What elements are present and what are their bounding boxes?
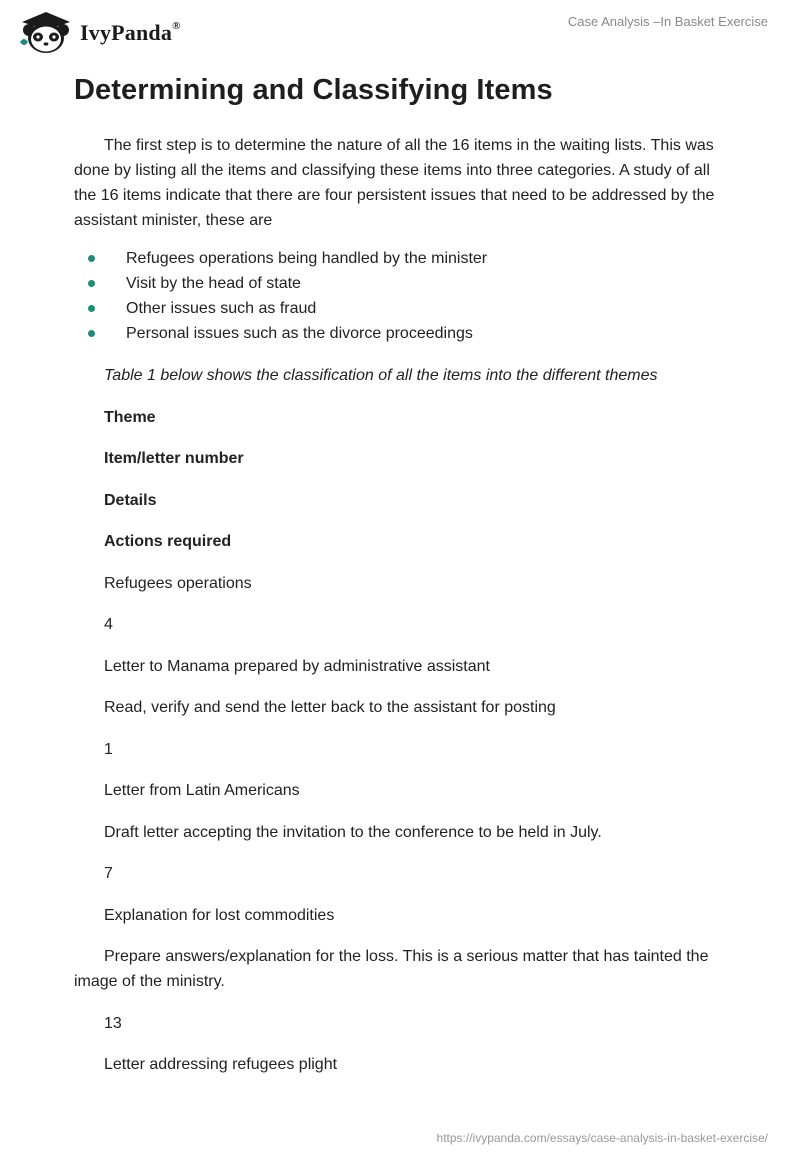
article-body (74, 133, 734, 1077)
table-header-actions: Actions required (104, 533, 232, 550)
bullet-dot-icon (88, 280, 95, 287)
running-title: Case Analysis –In Basket Exercise (567, 14, 768, 29)
list-item (74, 321, 734, 346)
bullet-dot-icon (88, 305, 95, 312)
list-item (74, 296, 734, 321)
table-cell: Draft letter accepting the invitation to the conference to be held in July. (104, 823, 602, 841)
table-header-item-number: Item/letter number (104, 450, 244, 467)
source-url-link[interactable]: https://ivypanda.com/essays/case-analysis-in-basket-exercise/ (436, 1131, 768, 1145)
section-title: Determining and Classifying Items (74, 74, 553, 106)
table-cell: Prepare answers/explanation for the loss. This is a serious matter that has tainted the image of the ministry. (74, 948, 709, 990)
logo-wordmark (80, 20, 181, 46)
table-cell: 13 (104, 1014, 122, 1032)
table-cell: 1 (104, 740, 113, 758)
table-header-theme: Theme (104, 408, 156, 426)
list-item (74, 271, 734, 296)
table-cell: 4 (104, 616, 113, 633)
list-item-text: Refugees operations being handled by the minister (126, 250, 488, 267)
table-cell: Letter addressing refugees plight (104, 1056, 338, 1073)
list-item-text: Personal issues such as the divorce proceedings (126, 325, 473, 342)
logo-name: IvyPanda (80, 20, 173, 45)
table-cell: Explanation for lost commodities (104, 906, 335, 924)
bullet-dot-icon (88, 255, 95, 262)
list-item (74, 246, 734, 271)
table-header-details: Details (104, 491, 157, 509)
registered-mark: ® (172, 19, 181, 32)
table-cell: Refugees operations (104, 574, 252, 592)
list-item-text: Other issues such as fraud (126, 300, 317, 317)
table-cell: Read, verify and send the letter back to the assistant for posting (104, 699, 556, 716)
issues-list (74, 246, 734, 346)
table-cell: 7 (104, 865, 113, 882)
intro-paragraph: The first step is to determine the nature of all the 16 items in the waiting lists. This was done by listing all the items and classifying these items into three categories. A study of all the 16 items indicate that there are four persistent issues that need to be addressed by the assistant minister, these are (74, 137, 715, 229)
list-item-text: Visit by the head of state (126, 275, 301, 292)
table-cell: Letter from Latin Americans (104, 782, 300, 799)
panda-logo-icon (16, 8, 80, 54)
page-header (0, 0, 800, 60)
table-cell: Letter to Manama prepared by administrative assistant (104, 657, 490, 675)
table-caption: Table 1 below shows the classification of all the items into the different themes (104, 367, 658, 384)
bullet-dot-icon (88, 330, 95, 337)
